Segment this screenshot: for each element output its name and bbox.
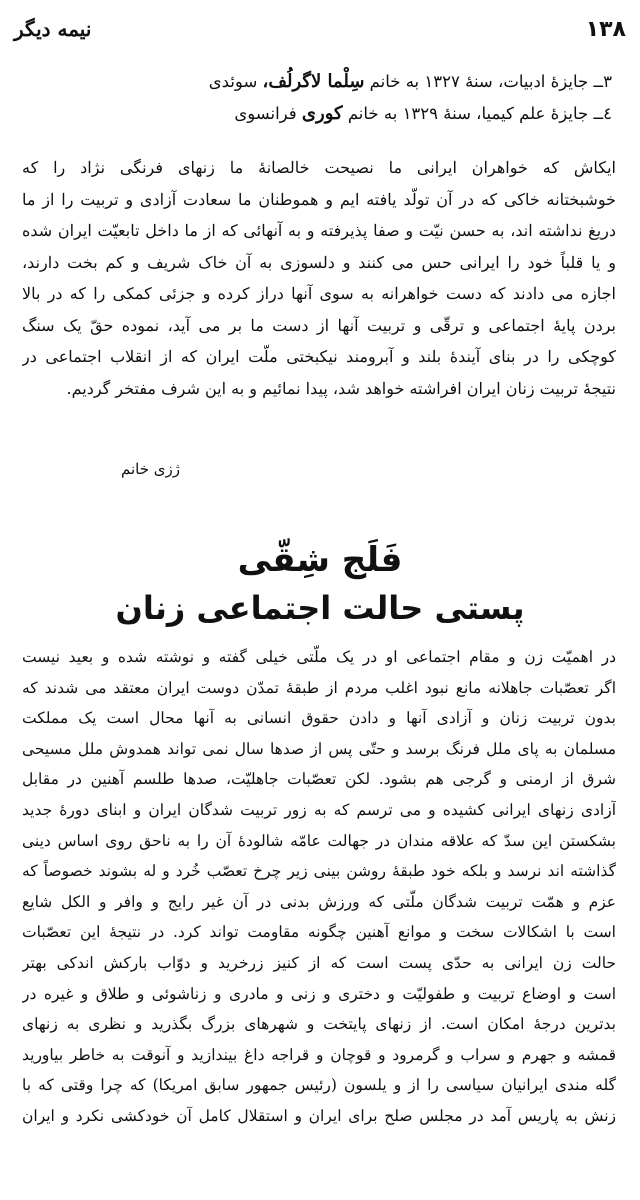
- prize-winner-name: سِلْما لاگرلُف،: [262, 71, 365, 92]
- page-number: ۱۳۸: [585, 16, 626, 42]
- text-line: بدترین درجهٔ امکان است. از زنهای پایتخت و شهرهای بزرگ بگذرید و نظری به زنهای: [22, 1015, 616, 1034]
- text-line: قمشه و جهرم و سراب و گرمرود و قوچان و قراجه داغ بیندازید و آنوقت به خاطر بیاورید: [22, 1045, 616, 1064]
- prize-text: ۳ــ جایزهٔ ادبیات، سنهٔ ۱۳۲۷ به خانم: [364, 72, 612, 91]
- text-line: شرق از ارمنی و گرجی هم بشود. لکن تعصّبات جاهلیّت، صدها طلسم آهنین در مقابل: [22, 770, 616, 789]
- article-subtitle: پستی حالت اجتماعی زنان: [115, 589, 525, 627]
- text-line: دریغ نداشته اند، به حسن نیّت و صفا پذیرفته و به آنهائی که از ما داخل تابعیّت ایران شده: [22, 221, 616, 240]
- prize-winner-name: کوری: [301, 103, 343, 124]
- prize-text: ٤ــ جایزهٔ علم کیمیا، سنهٔ ۱۳۲۹ به خانم: [342, 104, 612, 123]
- prize-list: [92, 66, 612, 130]
- text-line: مسلمان به پای ملل فرنگ برسد و حتّی پس از صدها سال نمی تواند همدوش ملل مسیحی: [22, 739, 616, 758]
- text-line: است با اشکالات سخت و موانع آهنین چگونه مقاومت تواند کرد. در نتیجهٔ این تعصّبات: [22, 923, 616, 942]
- text-line: اگر تعصّبات جاهلانه مانع نبود اغلب مردم از طبقهٔ تمدّن دوست ایران معتقد می شدند که: [22, 678, 616, 697]
- text-line: خوشبختانه خاکی که در آن تولّد یافته ایم و هموطنان ما سعادت آزادی و تربیت را از ما: [22, 189, 616, 209]
- text-line: نتیجهٔ تربیت زنان ایران افراشته خواهد شد، پیدا نمائیم و به این شرف مفتخر گردیم.: [66, 378, 616, 398]
- text-line: بردن پایهٔ اجتماعی و ترقّی و تربیت آنها از دست ما بر می آید، نموده حقّ یک سنگ: [22, 315, 616, 335]
- text-line: اجازه می دادند که دست خواهرانه به سوی آنها دراز کرده و جزئی کمکی را که در بالا: [22, 284, 616, 303]
- prize-item: [92, 98, 612, 130]
- prize-nationality: فرانسوی: [234, 104, 302, 123]
- article-body: [22, 642, 616, 1132]
- text-line: در اهمیّت زن و مقام اجتماعی او در یک ملّتی خیلی گفته و نوشته شده و بعید نیست: [22, 648, 616, 666]
- author-signature: ژزی خانم: [121, 460, 180, 478]
- text-line: و یا قلباً خود را ایرانی حس می کنند و دلسوزی به آن خاک شریف و کم بخت دارند،: [22, 252, 616, 272]
- running-head: نیمه دیگر: [14, 17, 92, 41]
- text-line: بشکستن این سدّ که علاقه مندان در جهالت عامّه شالودهٔ آن را به ناحق روی اساس دینی: [22, 831, 616, 850]
- closing-paragraph: [22, 152, 616, 404]
- text-line: عزم و همّت تربیت شدگان ملّتی که ورزش بدنی در آن غیر رایج و وافر و الکل شایع: [22, 892, 616, 911]
- text-line: گذاشته اند نرسد و بلکه خود طبقهٔ روشن بینی زیر چرخ تعصّب خُرد و له بشوند خصوصاً که: [22, 862, 616, 881]
- prize-item: [92, 66, 612, 98]
- text-line: زنش به پاریس آمد در مجلس صلح برای ایران و استقلال کامل آن خودکشی نکرد و ایران: [22, 1106, 616, 1125]
- prize-nationality: سوئدی: [208, 72, 263, 91]
- article-title: فَلَج شِقّی: [237, 540, 403, 580]
- page-header: [14, 14, 626, 44]
- text-line: ایکاش که خواهران ایرانی ما نصیحت خالصانهٔ ما زنهای فرنگی نژاد را که: [22, 158, 616, 177]
- text-line: کوچکی را در بنای آیندهٔ بلند و آبرومند نیکبختی ملّت ایران که از انقلاب اجتماعی در: [22, 347, 616, 366]
- text-line: حالت زن ایرانی به حدّی پست است که از کنیز زرخرید و دوّاب بارکش اندکی بهتر: [22, 953, 616, 972]
- text-line: گله مندی ایرانیان سیاسی را از و یلسون (رئیس جمهور سابق امریکا) که چرا وقتی که با: [22, 1076, 616, 1095]
- text-line: بدون تربیت زنان و آزادی آنها و دادن حقوق انسانی به آنها محال است یک مملکت: [22, 709, 616, 728]
- text-line: آزادی زنهای ایرانی کشیده و می ترسم که به زور تربیت شدگان ایران و ابنای دورهٔ جدید: [22, 800, 616, 819]
- text-line: است و اوضاع تربیت و طفولیّت و دختری و زنی و مادری و زناشوئی و طلاق و غیره در: [22, 984, 616, 1003]
